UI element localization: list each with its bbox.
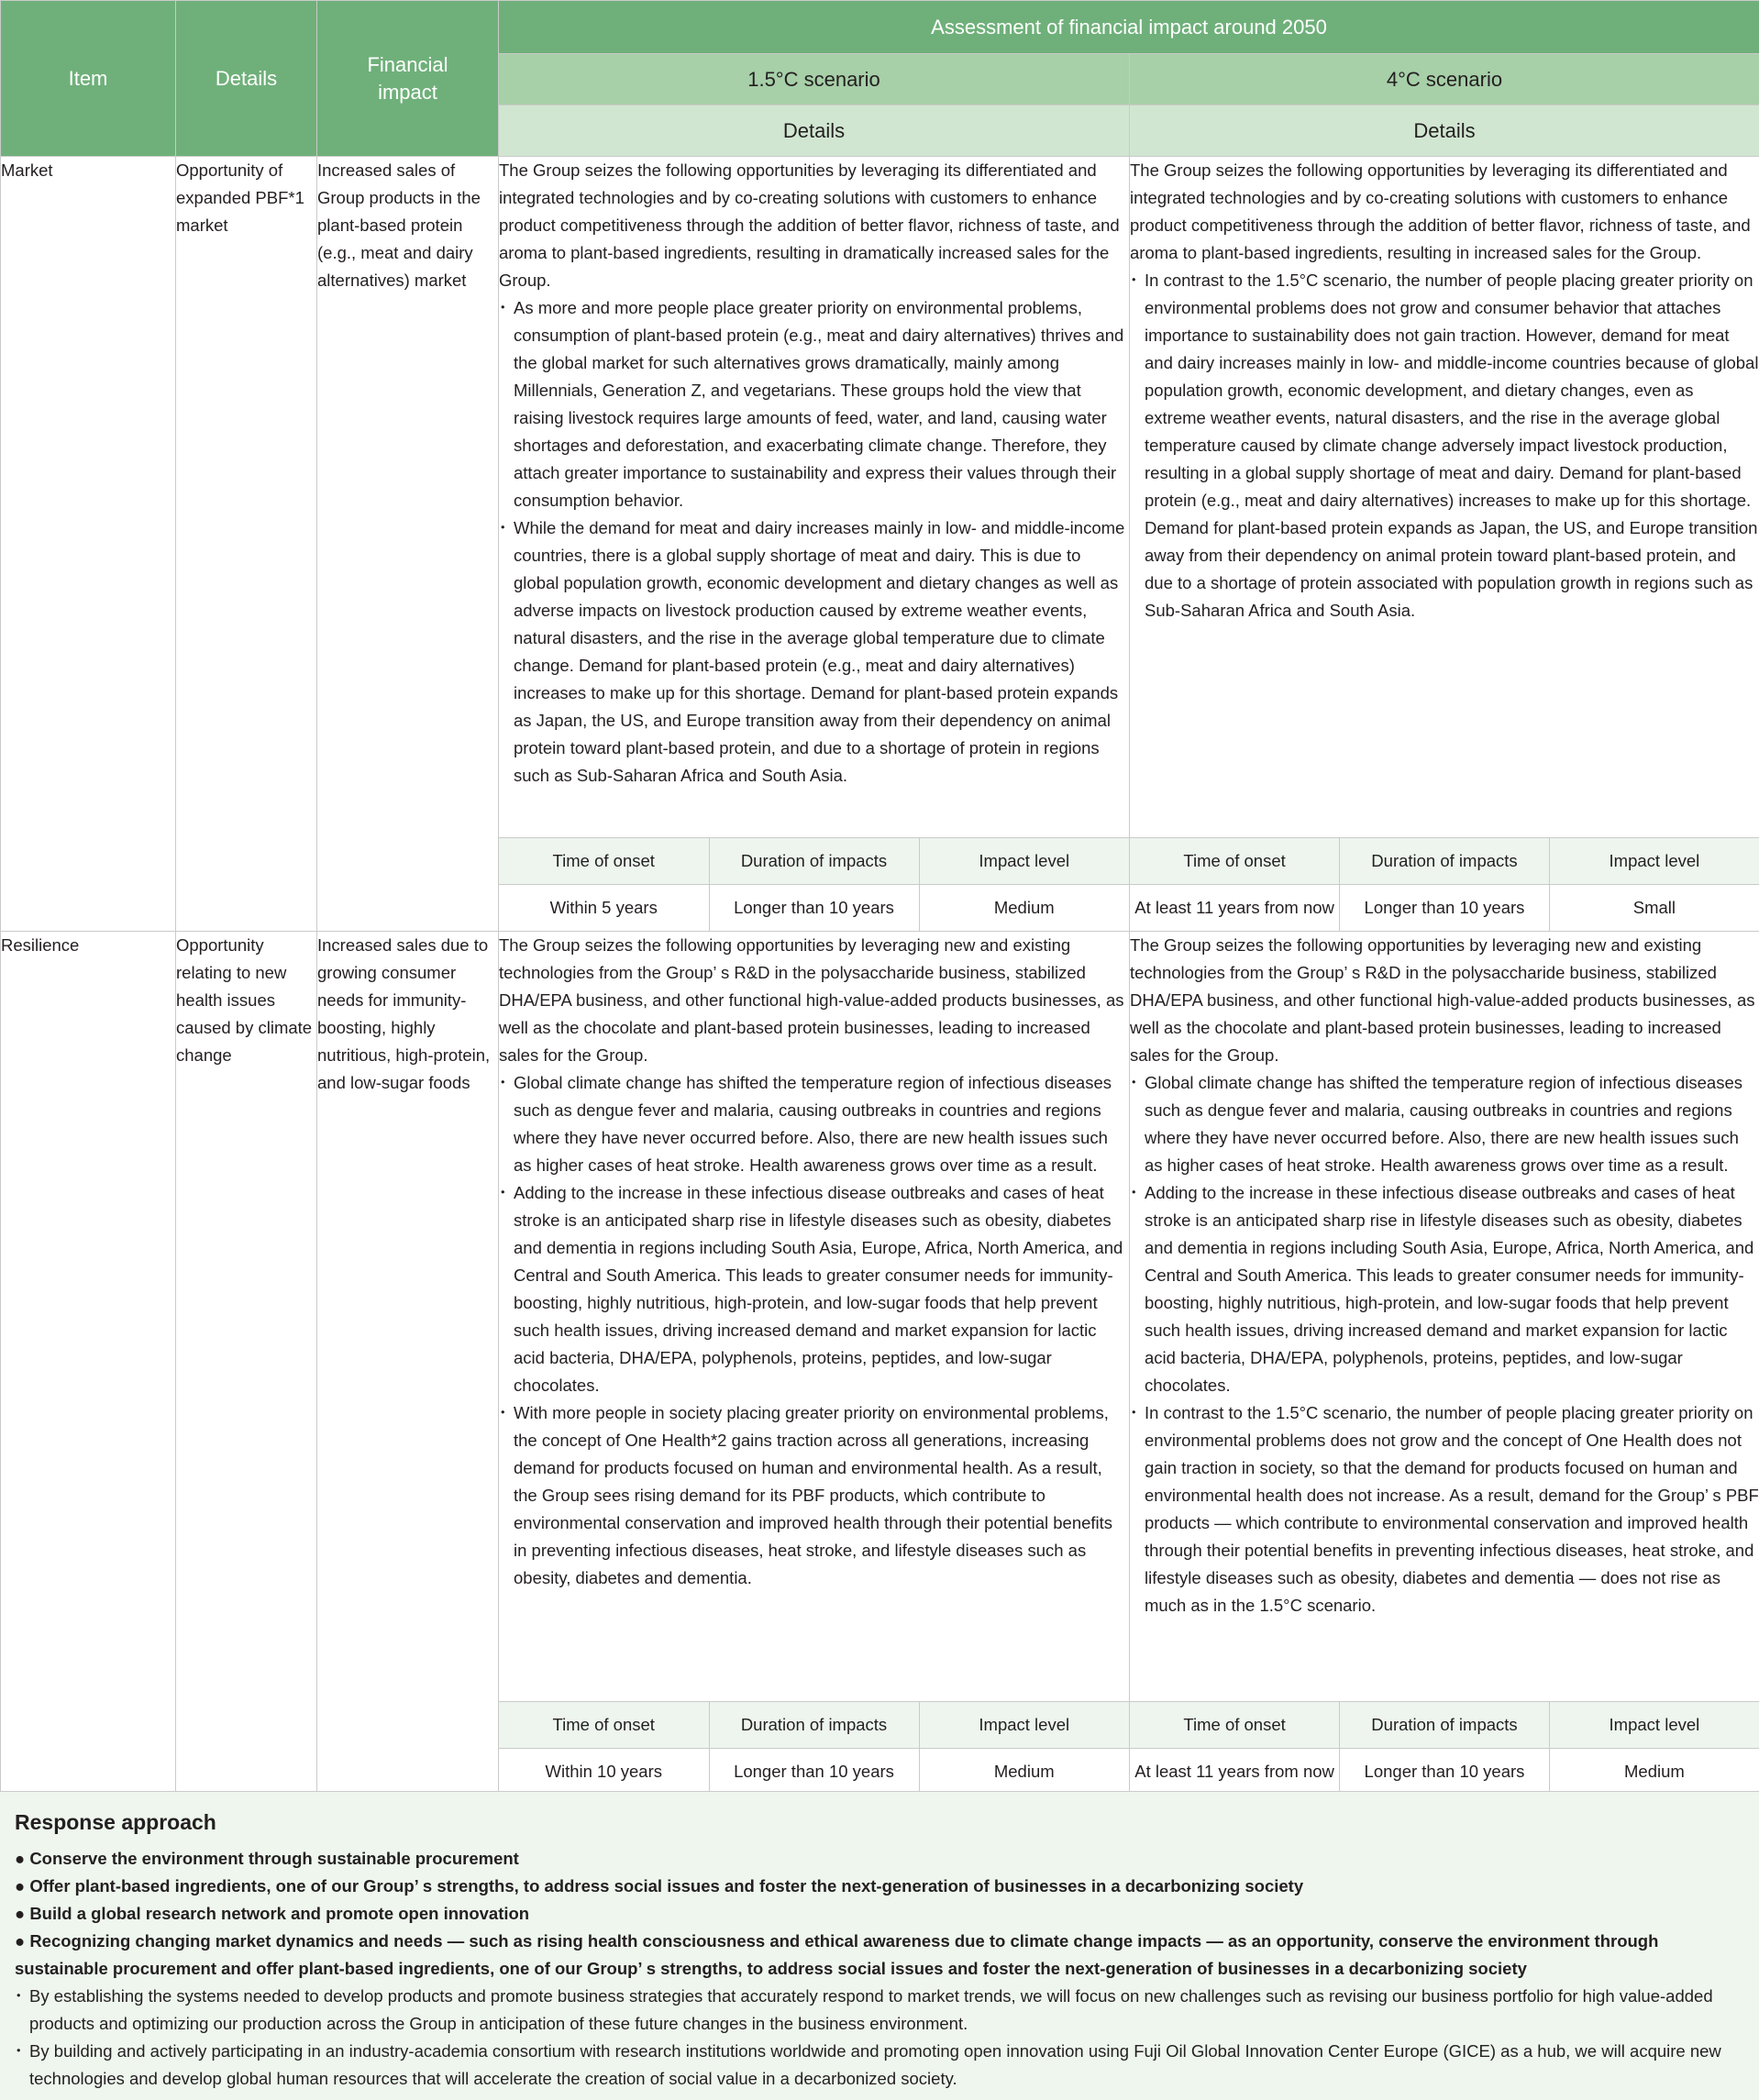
onset-label: Time of onset xyxy=(499,1702,709,1749)
details-cell: Opportunity relating to new health issues caused by climate change xyxy=(176,932,317,1796)
scenario-1-5-details xyxy=(499,157,1130,838)
bullet-text: ・ Global climate change has shifted the temperature region of infectious diseases such as dengue fever and malaria, causing outbreaks in countries and regions where they have never occurred before. Also, there are new health issues such as higher cases of heat stroke. Health awareness grows over time as a result. xyxy=(1130,1069,1759,1179)
level-label: Impact level xyxy=(919,1702,1129,1749)
duration-value: Longer than 10 years xyxy=(1340,1749,1550,1796)
duration-value: Longer than 10 years xyxy=(709,885,919,932)
onset-value: At least 11 years from now xyxy=(1130,1749,1340,1796)
onset-label: Time of onset xyxy=(1130,838,1340,885)
intro-text: The Group seizes the following opportunities by leveraging new and existing technologies from the Group’ s R&D in the polysaccharide business, stabilized DHA/EPA business, and other functional high-value-added products businesses, as well as the chocolate and plant-based protein businesses, leading to increased sales for the Group. xyxy=(1130,935,1755,1065)
bullet-text: ・ As more and more people place greater priority on environmental problems, consumption of plant-based protein (e.g., meat and dairy alternatives) thrives and the global market for such alternatives grows dramatically, mainly among Millennials, Generation Z, and vegetarians. These groups hold the view that raising livestock requires large amounts of feed, water, and land, causing water shortages and deforestation, and exacerbating climate change. Therefore, they attach greater importance to sustainability and express their values through their consumption behavior. xyxy=(499,294,1129,514)
response-item: ● Recognizing changing market dynamics and needs — such as rising health consciousness and ethical awareness due to climate change impacts — as an opportunity, conserve the environment through sustainable procurement and offer plant-based ingredients, one of our Group’ s strengths, to address social issues and foster the next-generation of businesses in a decarbonizing society xyxy=(15,1931,1659,1978)
bullet-text: ・ Adding to the increase in these infectious disease outbreaks and cases of heat stroke is an anticipated sharp rise in lifestyle diseases such as obesity, diabetes and dementia in regions including South Asia, Europe, Africa, North America, and Central and South America. This leads to greater consumer needs for immunity-boosting, highly nutritious, high-protein, and low-sugar foods that help prevent such health issues, driving increased demand and market expansion for lactic acid bacteria, DHA/EPA, polyphenols, proteins, peptides, and low-sugar chocolates. xyxy=(1130,1179,1759,1399)
intro-text: The Group seizes the following opportunities by leveraging its differentiated and integrated technologies and by co-creating solutions with customers to enhance product competitiveness through the addition of better flavor, richness of taste, and aroma to plant-based ingredients, resulting in dramatically increased sales for the Group. xyxy=(499,160,1120,290)
response-note: ・ By establishing the systems needed to develop products and promote business strategies that accurately respond to market trends, we will focus on new challenges such as revising our business portfolio for high value-added products and optimizing our production across the Group in anticipation of these future changes in the business environment. xyxy=(15,1983,1744,2038)
level-value: Medium xyxy=(1549,1749,1759,1796)
metrics-1-5 xyxy=(499,838,1130,932)
level-label: Impact level xyxy=(1549,838,1759,885)
onset-label: Time of onset xyxy=(1130,1702,1340,1749)
header-financial-impact-text: Financial impact xyxy=(367,52,448,104)
table-row-resilience xyxy=(1,932,1759,1702)
item-cell: Resilience xyxy=(1,932,176,1796)
metrics-1-5 xyxy=(499,1702,1130,1796)
scenario-1-5-details xyxy=(499,932,1130,1702)
financial-impact-cell: Increased sales due to growing consumer needs for immunity-boosting, highly nutritious, high-protein, and low-sugar foods xyxy=(317,932,499,1796)
intro-text: The Group seizes the following opportunities by leveraging new and existing technologies from the Group’ s R&D in the polysaccharide business, stabilized DHA/EPA business, and other functional high-value-added products businesses, as well as the chocolate and plant-based protein businesses, leading to increased sales for the Group. xyxy=(499,935,1124,1065)
level-value: Small xyxy=(1549,885,1759,932)
bullet-text: ・ Adding to the increase in these infectious disease outbreaks and cases of heat stroke is an anticipated sharp rise in lifestyle diseases such as obesity, diabetes and dementia in regions including South Asia, Europe, Africa, North America, and Central and South America. This leads to greater consumer needs for immunity-boosting, highly nutritious, high-protein, and low-sugar foods that help prevent such health issues, driving increased demand and market expansion for lactic acid bacteria, DHA/EPA, polyphenols, proteins, peptides, and low-sugar chocolates. xyxy=(499,1179,1129,1399)
header-scenario-4: 4°C scenario xyxy=(1130,54,1759,105)
header-details-4: Details xyxy=(1130,105,1759,157)
bullet-text: ・ Global climate change has shifted the temperature region of infectious diseases such as dengue fever and malaria, causing outbreaks in countries and regions where they have never occurred before. Also, there are new health issues such as higher cases of heat stroke. Health awareness grows over time as a result. xyxy=(499,1069,1129,1179)
duration-label: Duration of impacts xyxy=(709,1702,919,1749)
onset-label: Time of onset xyxy=(499,838,709,885)
intro-text: The Group seizes the following opportunities by leveraging its differentiated and integrated technologies and by co-creating solutions with customers to enhance product competitiveness through the addition of better flavor, richness of taste, and aroma to plant-based ingredients, resulting in increased sales for the Group. xyxy=(1130,160,1751,262)
duration-label: Duration of impacts xyxy=(709,838,919,885)
scenario-4-details xyxy=(1130,157,1759,838)
level-value: Medium xyxy=(919,885,1129,932)
response-title: Response approach xyxy=(15,1810,216,1834)
level-value: Medium xyxy=(919,1749,1129,1796)
onset-value: Within 5 years xyxy=(499,885,709,932)
onset-value: Within 10 years xyxy=(499,1749,709,1796)
response-note: ・ By building and actively participating in an industry-academia consortium with research institutions worldwide and promoting open innovation using Fuji Oil Global Innovation Center Europe (GICE) as a hub, we will acquire new technologies and develop global human resources that will accelerate the creation of social value in a decarbonized society. xyxy=(15,2038,1744,2093)
duration-value: Longer than 10 years xyxy=(709,1749,919,1796)
level-label: Impact level xyxy=(919,838,1129,885)
header-financial-impact xyxy=(317,1,499,157)
response-item: ● Conserve the environment through sustainable procurement xyxy=(15,1849,519,1868)
header-scenario-1-5: 1.5°C scenario xyxy=(499,54,1130,105)
duration-label: Duration of impacts xyxy=(1340,1702,1550,1749)
scenario-4-details xyxy=(1130,932,1759,1702)
response-approach xyxy=(0,1791,1759,2100)
details-cell xyxy=(176,157,317,932)
level-label: Impact level xyxy=(1549,1702,1759,1749)
bullet-text: ・ With more people in society placing greater priority on environmental problems, the concept of One Health*2 gains traction across all generations, increasing demand for products focused on human and environmental health. As a result, the Group sees rising demand for its PBF products, which contribute to environmental conservation and improved health through their potential benefits in preventing infectious diseases, heat stroke, and lifestyle diseases such as obesity, diabetes and dementia. xyxy=(499,1399,1129,1592)
metrics-4 xyxy=(1130,1702,1759,1796)
duration-value: Longer than 10 years xyxy=(1340,885,1550,932)
onset-value: At least 11 years from now xyxy=(1130,885,1340,932)
header-assessment: Assessment of financial impact around 2050 xyxy=(499,1,1759,54)
bullet-text: ・ In contrast to the 1.5°C scenario, the number of people placing greater priority on environmental problems does not grow and consumer behavior that attaches importance to sustainability does not gain traction. However, demand for meat and dairy increases mainly in low- and middle-income countries because of global population growth, economic development, and dietary changes, even as extreme weather events, natural disasters, and the rise in the average global temperature caused by climate change adversely impact livestock production, resulting in a global supply shortage of meat and dairy. Demand for plant-based protein (e.g., meat and dairy alternatives) increases to make up for this shortage. Demand for plant-based protein expands as Japan, the US, and Europe transition away from their dependency on animal protein toward plant-based protein, and due to a shortage of protein associated with population growth in regions such as Sub-Saharan Africa and South Asia. xyxy=(1130,267,1759,624)
item-cell: Market xyxy=(1,157,176,932)
response-item: ● Build a global research network and promote open innovation xyxy=(15,1904,530,1923)
bullet-text: ・ In contrast to the 1.5°C scenario, the number of people placing greater priority on environmental problems does not grow and the concept of One Health does not gain traction in society, so that the demand for products focused on human and environmental health does not increase. As a result, demand for the Group’ s PBF products — which contribute to environmental conservation and improved health through their potential benefits in preventing infectious diseases, heat stroke, and lifestyle diseases such as obesity, diabetes and dementia — does not rise as much as in the 1.5°C scenario. xyxy=(1130,1399,1759,1619)
header-item: Item xyxy=(1,1,176,157)
table-row-market xyxy=(1,157,1759,838)
response-item: ● Offer plant-based ingredients, one of our Group’ s strengths, to address social issues and foster the next-generation of businesses in a decarbonizing society xyxy=(15,1876,1304,1896)
financial-impact-cell: Increased sales of Group products in the plant-based protein (e.g., meat and dairy alternatives) market xyxy=(317,157,499,932)
bullet-text: ・ While the demand for meat and dairy increases mainly in low- and middle-income countries, there is a global supply shortage of meat and dairy. This is due to global population growth, economic development and dietary changes as well as adverse impacts on livestock production caused by extreme weather events, natural disasters, and the rise in the average global temperature due to climate change. Demand for plant-based protein (e.g., meat and dairy alternatives) increases to make up for this shortage. Demand for plant-based protein expands as Japan, the US, and Europe transition away from their dependency on animal protein toward plant-based protein, and due to a shortage of protein in regions such as Sub-Saharan Africa and South Asia. xyxy=(499,514,1129,790)
details-text: Opportunity of expanded PBF*1 market xyxy=(176,160,304,235)
duration-label: Duration of impacts xyxy=(1340,838,1550,885)
metrics-4 xyxy=(1130,838,1759,932)
header-details: Details xyxy=(176,1,317,157)
header-details-1-5: Details xyxy=(499,105,1130,157)
